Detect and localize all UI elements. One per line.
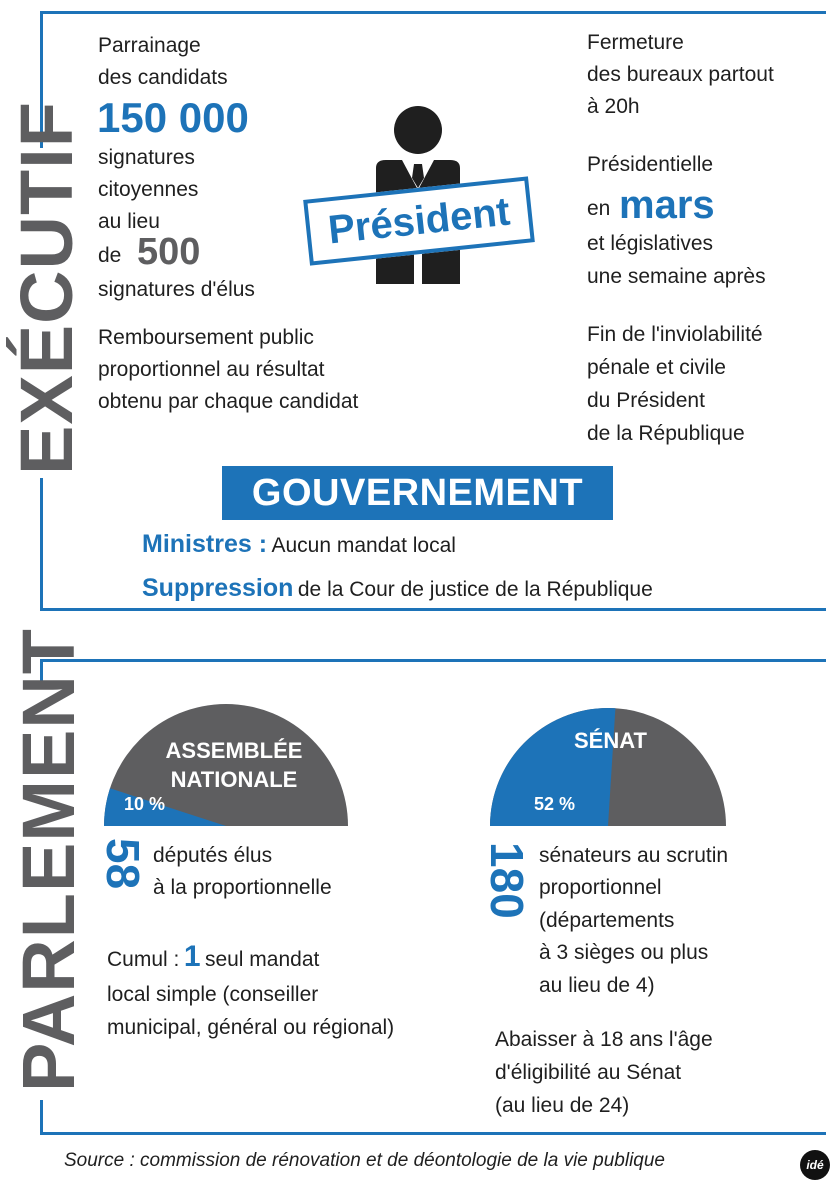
- senat-line3: (départements: [539, 909, 675, 932]
- presidentielle-month: mars: [619, 183, 715, 227]
- parrainage-number-old: 500: [137, 231, 201, 273]
- remboursement-line3: obtenu par chaque candidat: [98, 390, 359, 413]
- assemblee-label-line1: ASSEMBLÉE: [165, 738, 303, 763]
- cumul-suffix: seul mandat: [204, 948, 320, 971]
- fermeture-line3: à 20h: [587, 95, 640, 118]
- executif-section-title: EXÉCUTIF: [5, 101, 88, 475]
- executif-frame-left-bottom: [40, 478, 43, 611]
- parrainage-line4: citoyennes: [98, 178, 199, 201]
- executif-frame-top: [40, 11, 826, 14]
- ide-logo: idé: [800, 1150, 830, 1180]
- senat-half-pie: [486, 698, 730, 828]
- presidentielle-line1: Présidentielle: [587, 153, 714, 176]
- cumul-row: [107, 940, 319, 976]
- source-note: Source : commission de rénovation et de déontologie de la vie publique: [64, 1150, 665, 1171]
- fermeture-line2: des bureaux partout: [587, 63, 774, 86]
- ministres-row: [142, 527, 456, 562]
- inviolabilite-line4: de la République: [587, 422, 745, 445]
- gouvernement-banner: GOUVERNEMENT: [222, 466, 613, 520]
- assemblee-half-pie: [100, 698, 352, 828]
- parlement-section-title: PARLEMENT: [7, 628, 90, 1092]
- senat-number: 180: [481, 842, 533, 919]
- parrainage-line3: signatures: [98, 146, 195, 169]
- presidentielle-en-word: en: [587, 197, 611, 220]
- cumul-line3: municipal, général ou régional): [107, 1016, 395, 1039]
- assemblee-line1: députés élus: [153, 844, 273, 867]
- presidentielle-line2: et législatives: [587, 232, 714, 255]
- assemblee-line2: à la proportionnelle: [153, 876, 332, 899]
- senat-line4: à 3 sièges ou plus: [539, 941, 709, 964]
- remboursement-line2: proportionnel au résultat: [98, 358, 325, 381]
- remboursement-line1: Remboursement public: [98, 326, 314, 349]
- parrainage-line5: au lieu: [98, 210, 160, 233]
- inviolabilite-line1: Fin de l'inviolabilité: [587, 323, 763, 346]
- parrainage-line1: Parrainage: [98, 34, 201, 57]
- senat-percent-label: 52 %: [534, 794, 576, 814]
- ministres-text: Aucun mandat local: [271, 534, 456, 557]
- cumul-number: 1: [183, 940, 201, 973]
- assemblee-number: 58: [97, 838, 149, 890]
- executif-frame-bottom: [40, 608, 826, 611]
- assemblee-label-line2: NATIONALE: [170, 767, 298, 792]
- parlement-frame-top: [40, 659, 826, 662]
- senat-line5: au lieu de 4): [539, 974, 655, 997]
- cumul-line2: local simple (conseiller: [107, 983, 319, 1006]
- inviolabilite-line2: pénale et civile: [587, 356, 726, 379]
- senat-age-line3: (au lieu de 24): [495, 1094, 630, 1117]
- senat-age-line2: d'éligibilité au Sénat: [495, 1061, 682, 1084]
- assemblee-percent-label: 10 %: [124, 794, 166, 814]
- parrainage-number: 150 000: [97, 94, 249, 141]
- parrainage-line2: des candidats: [98, 66, 228, 89]
- parlement-frame-left-bottom: [40, 1100, 43, 1135]
- president-label: Président: [303, 176, 535, 265]
- senat-label: SÉNAT: [574, 728, 647, 753]
- parlement-frame-bottom: [40, 1132, 826, 1135]
- suppression-label: Suppression: [142, 574, 294, 602]
- parrainage-de-word: de: [98, 244, 122, 267]
- senat-line2: proportionnel: [539, 876, 662, 899]
- presidentielle-line3: une semaine après: [587, 265, 766, 288]
- senat-age-line1: Abaisser à 18 ans l'âge: [495, 1028, 713, 1051]
- suppression-row: [142, 571, 653, 606]
- ministres-label: Ministres :: [142, 530, 268, 558]
- inviolabilite-line3: du Président: [587, 389, 705, 412]
- fermeture-line1: Fermeture: [587, 31, 684, 54]
- suppression-text: de la Cour de justice de la République: [297, 578, 653, 601]
- senat-line1: sénateurs au scrutin: [539, 844, 729, 867]
- cumul-prefix: Cumul :: [107, 948, 180, 971]
- parrainage-line6: signatures d'élus: [98, 278, 255, 301]
